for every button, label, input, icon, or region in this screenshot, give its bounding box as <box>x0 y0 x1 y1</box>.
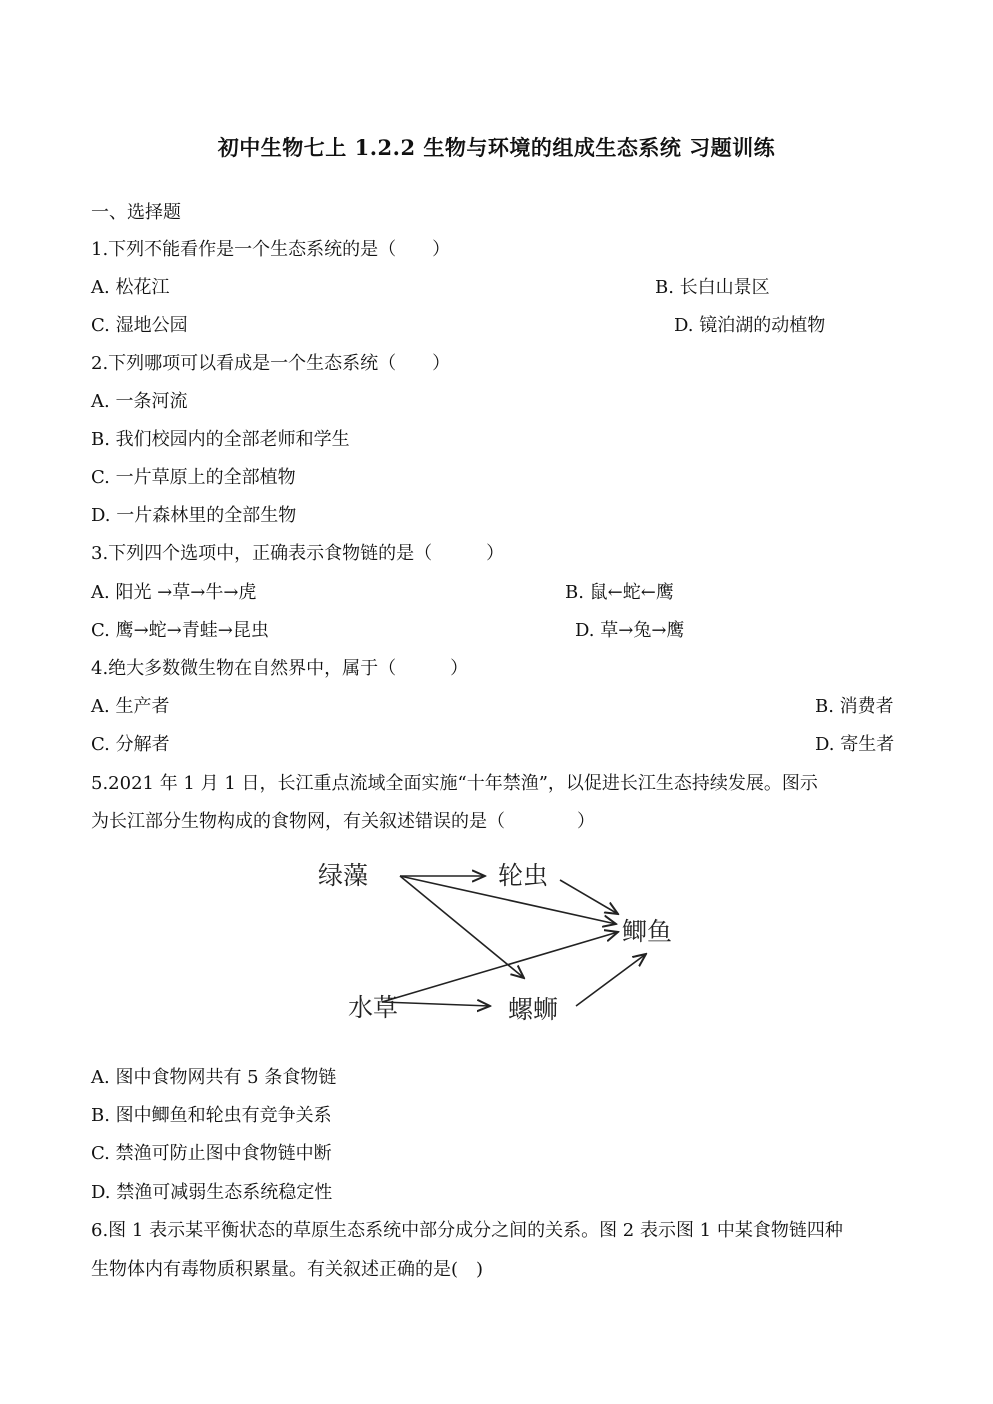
arrow-shuicao-jiyu <box>382 932 618 1002</box>
question-5-option-d: D. 禁渔可减弱生态系统稳定性 <box>91 1182 333 1203</box>
question-2-option-c: C. 一片草原上的全部植物 <box>91 467 296 488</box>
question-5-stem-line-2: 为长江部分生物构成的食物网，有关叙述错误的是（ ） <box>91 811 595 832</box>
question-2-option-a: A. 一条河流 <box>91 391 188 412</box>
question-4-option-b: B. 消费者 <box>815 696 894 717</box>
question-1-option-c: C. 湿地公园 <box>91 315 188 336</box>
question-1-option-a: A. 松花江 <box>91 277 170 298</box>
question-6-stem-line-2: 生物体内有毒物质积累量。有关叙述正确的是( ) <box>91 1259 484 1280</box>
section-heading: 一、选择题 <box>91 202 181 223</box>
question-1-option-b: B. 长白山景区 <box>655 277 770 298</box>
question-3-option-c: C. 鹰→蛇→青蛙→昆虫 <box>91 620 269 641</box>
question-2-option-d: D. 一片森林里的全部生物 <box>91 505 297 526</box>
question-1-stem: 1.下列不能看作是一个生态系统的是（ ） <box>91 239 451 260</box>
page-title: 初中生物七上 1.2.2 生物与环境的组成生态系统 习题训练 <box>217 135 776 160</box>
node-shuicao: 水草 <box>348 993 399 1022</box>
arrow-luosi-jiyu <box>576 954 646 1006</box>
question-4-stem: 4.绝大多数微生物在自然界中，属于（ ） <box>91 658 469 679</box>
question-3-option-b: B. 鼠←蛇←鹰 <box>565 582 674 603</box>
node-luosi: 螺蛳 <box>508 995 559 1024</box>
question-3-stem: 3.下列四个选项中，正确表示食物链的是（ ） <box>91 543 505 564</box>
question-5-option-a: A. 图中食物网共有 5 条食物链 <box>91 1067 337 1088</box>
question-2-stem: 2.下列哪项可以看成是一个生态系统（ ） <box>91 353 451 374</box>
question-5-option-c: C. 禁渔可防止图中食物链中断 <box>91 1143 332 1164</box>
question-3-option-d: D. 草→兔→鹰 <box>575 620 685 641</box>
node-jiyu: 鲫鱼 <box>622 917 673 946</box>
question-3-option-a: A. 阳光 →草→牛→虎 <box>91 582 257 603</box>
question-4-option-a: A. 生产者 <box>91 696 170 717</box>
question-5-option-b: B. 图中鲫鱼和轮虫有竞争关系 <box>91 1105 332 1126</box>
food-web-diagram <box>300 848 700 1038</box>
arrow-lunchong-jiyu <box>560 880 618 914</box>
arrow-lvzao-luosi <box>400 876 524 978</box>
question-4-option-c: C. 分解者 <box>91 734 170 755</box>
question-6-stem-line-1: 6.图 1 表示某平衡状态的草原生态系统中部分成分之间的关系。图 2 表示图 1 中某食物链四种 <box>91 1220 843 1241</box>
question-2-option-b: B. 我们校园内的全部老师和学生 <box>91 429 350 450</box>
node-lunchong: 轮虫 <box>498 861 549 890</box>
node-lvzao: 绿藻 <box>318 861 369 890</box>
question-5-stem-line-1: 5.2021 年 1 月 1 日，长江重点流域全面实施“十年禁渔”，以促进长江生态持续发展。图示 <box>91 773 818 794</box>
arrow-shuicao-luosi <box>382 1002 490 1006</box>
question-1-option-d: D. 镜泊湖的动植物 <box>674 315 826 336</box>
question-4-option-d: D. 寄生者 <box>815 734 895 755</box>
